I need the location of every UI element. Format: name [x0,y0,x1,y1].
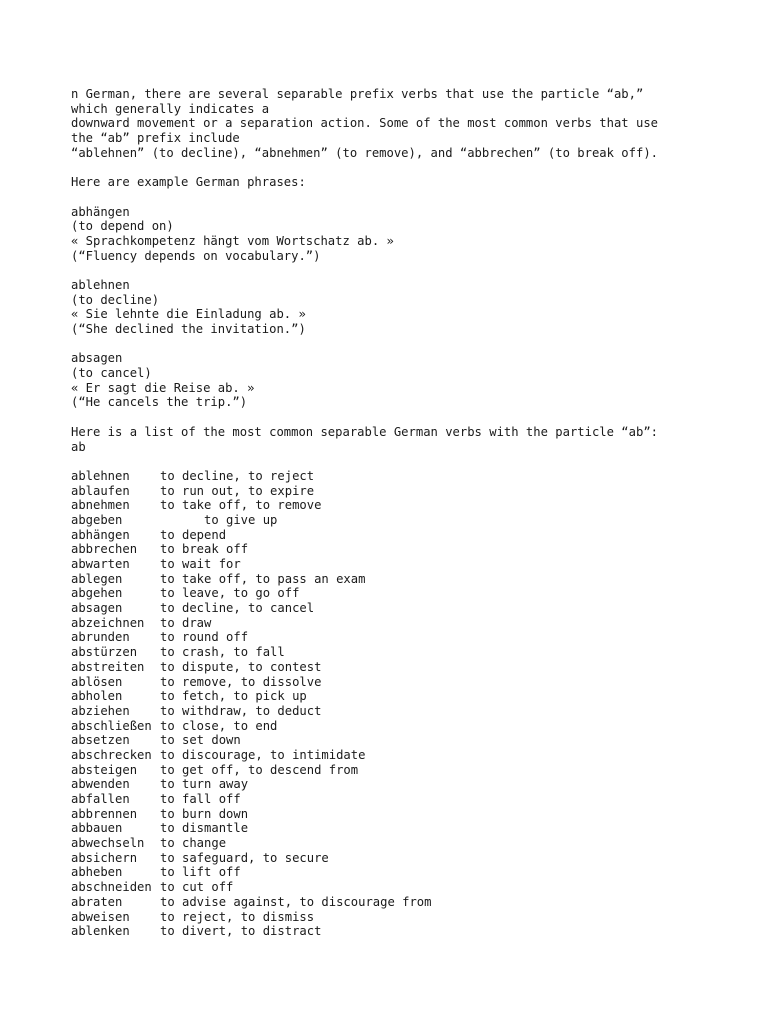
verb-definition: to change [160,836,227,851]
verb-definition: to crash, to fall [160,645,285,660]
verb-definition: to run out, to expire [160,483,315,498]
verb-definition: to advise against, to discourage from [160,894,432,909]
verb-term: ablösen [71,674,123,689]
intro-line: downward movement or a separation action. Some of the most common verbs that use [71,116,658,131]
verb-term: abweisen [71,909,130,924]
verb-term: abbrennen [71,806,138,821]
verb-definition: to round off [160,630,249,645]
example-verb: abhängen [71,204,130,219]
verb-term: abfallen [71,792,130,806]
verb-row [71,484,711,499]
verb-definition: to leave, to go off [160,586,300,601]
verb-row [71,763,711,778]
examples-heading: Here are example German phrases: [71,175,306,190]
spacer [71,410,711,425]
verb-row [71,807,711,822]
example-translation: (“Fluency depends on vocabulary.”) [71,248,321,263]
verb-list [71,469,711,939]
verb-row [71,586,711,601]
verb-term: absetzen [71,733,130,748]
verb-term: abstreiten [71,659,145,674]
verb-term: absichern [71,850,138,865]
verb-term: abschrecken [71,747,152,762]
verb-term: absteigen [71,762,138,777]
verb-term: abheben [71,865,123,880]
verb-term: abschneiden [71,880,152,895]
verb-definition: to discourage, to intimidate [160,747,366,762]
verb-definition: to depend [160,527,227,542]
verb-term: ablenken [71,924,130,939]
example-translation: (“She declined the invitation.”) [71,322,306,336]
verb-definition: to take off, to remove [160,498,322,513]
verb-term: abhängen [71,527,130,542]
verb-row [71,880,711,895]
spacer [71,160,711,175]
example-meaning: (to decline) [71,292,160,307]
example-meaning: (to cancel) [71,366,152,381]
verb-definition: to turn away [160,777,249,792]
verb-term: absagen [71,601,123,616]
verb-definition: to set down [160,733,241,748]
verb-definition: to get off, to descend from [160,762,359,777]
verb-row [71,675,711,690]
verb-row [71,601,711,616]
verb-term: ablaufen [71,483,130,498]
example-block [71,351,711,410]
example-phrase: « Sie lehnte die Einladung ab. » [71,307,306,322]
verb-definition: to decline, to reject [160,468,315,483]
verb-row [71,924,711,939]
intro-line: n German, there are several separable prefix verbs that use the particle “ab,” [71,87,644,101]
verb-row [71,719,711,734]
verb-row [71,689,711,704]
verb-row [71,733,711,748]
verb-row [71,469,711,484]
document-page [71,87,711,939]
verb-row [71,572,711,587]
verb-term: abziehen [71,703,130,718]
spacer [71,190,711,205]
intro-line: which generally indicates a [71,101,270,116]
verb-definition: to burn down [160,806,249,821]
example-block [71,205,711,264]
verb-definition: to wait for [160,557,241,571]
verb-row [71,645,711,660]
verb-term: ablehnen [71,468,130,483]
verb-definition: to cut off [160,880,234,895]
verb-row [71,851,711,866]
verb-definition: to draw [160,615,212,630]
verb-definition: to close, to end [160,718,278,733]
example-phrase: « Er sagt die Reise ab. » [71,380,255,395]
verb-row [71,865,711,880]
verb-definition: to lift off [160,865,241,880]
intro-line: the “ab” prefix include [71,131,240,146]
verb-definition: to divert, to distract [160,924,322,939]
verb-row [71,748,711,763]
verb-term: abwenden [71,777,130,792]
spacer [71,263,711,278]
verb-definition: to withdraw, to deduct [160,703,322,718]
verb-definition: to give up [204,512,278,527]
verb-term: abstürzen [71,645,138,660]
example-translation: (“He cancels the trip.”) [71,395,248,410]
verb-row [71,616,711,631]
verb-definition: to fetch, to pick up [160,689,307,704]
verb-definition: to dispute, to contest [160,659,322,674]
verb-row [71,542,711,557]
verb-row [71,704,711,719]
verb-row [71,528,711,543]
verb-term: abwarten [71,557,130,571]
verb-row [71,821,711,836]
example-verb: absagen [71,351,123,366]
verb-row [71,836,711,851]
verb-term: abraten [71,894,123,909]
verb-term: abrunden [71,630,130,645]
verb-definition: to fall off [160,792,241,806]
verb-term: abgehen [71,586,123,601]
verb-row [71,513,711,528]
verb-definition: to remove, to dissolve [160,674,322,689]
verb-definition: to decline, to cancel [160,601,315,616]
intro-line: “ablehnen” (to decline), “abnehmen” (to remove), and “abbrechen” (to break off). [71,145,658,160]
verb-definition: to dismantle [160,821,249,836]
example-verb: ablehnen [71,277,130,292]
verb-row [71,895,711,910]
list-heading: ab [71,439,86,454]
example-block [71,278,711,337]
intro-paragraph [71,87,711,160]
verb-definition: to safeguard, to secure [160,850,329,865]
verb-row [71,630,711,645]
verb-row [71,660,711,675]
example-phrase: « Sprachkompetenz hängt vom Wortschatz ab. » [71,233,394,248]
verb-row [71,910,711,925]
verb-row [71,557,711,572]
list-heading: Here is a list of the most common separable German verbs with the particle “ab”: [71,424,658,439]
spacer [71,337,711,352]
spacer [71,454,711,469]
verb-term: abbrechen [71,542,138,557]
verb-definition: to reject, to dismiss [160,909,315,924]
verb-term: abnehmen [71,498,130,513]
example-meaning: (to depend on) [71,219,174,234]
verb-term: abbauen [71,821,123,836]
verb-term: abschließen [71,718,152,733]
verb-row [71,498,711,513]
verb-term: abholen [71,689,123,704]
verb-term: ablegen [71,571,123,586]
verb-row [71,792,711,807]
verb-term: abwechseln [71,836,145,851]
verb-definition: to take off, to pass an exam [160,571,366,586]
verb-term: abgeben [71,512,123,527]
verb-definition: to break off [160,542,249,557]
verb-row [71,777,711,792]
verb-term: abzeichnen [71,615,145,630]
